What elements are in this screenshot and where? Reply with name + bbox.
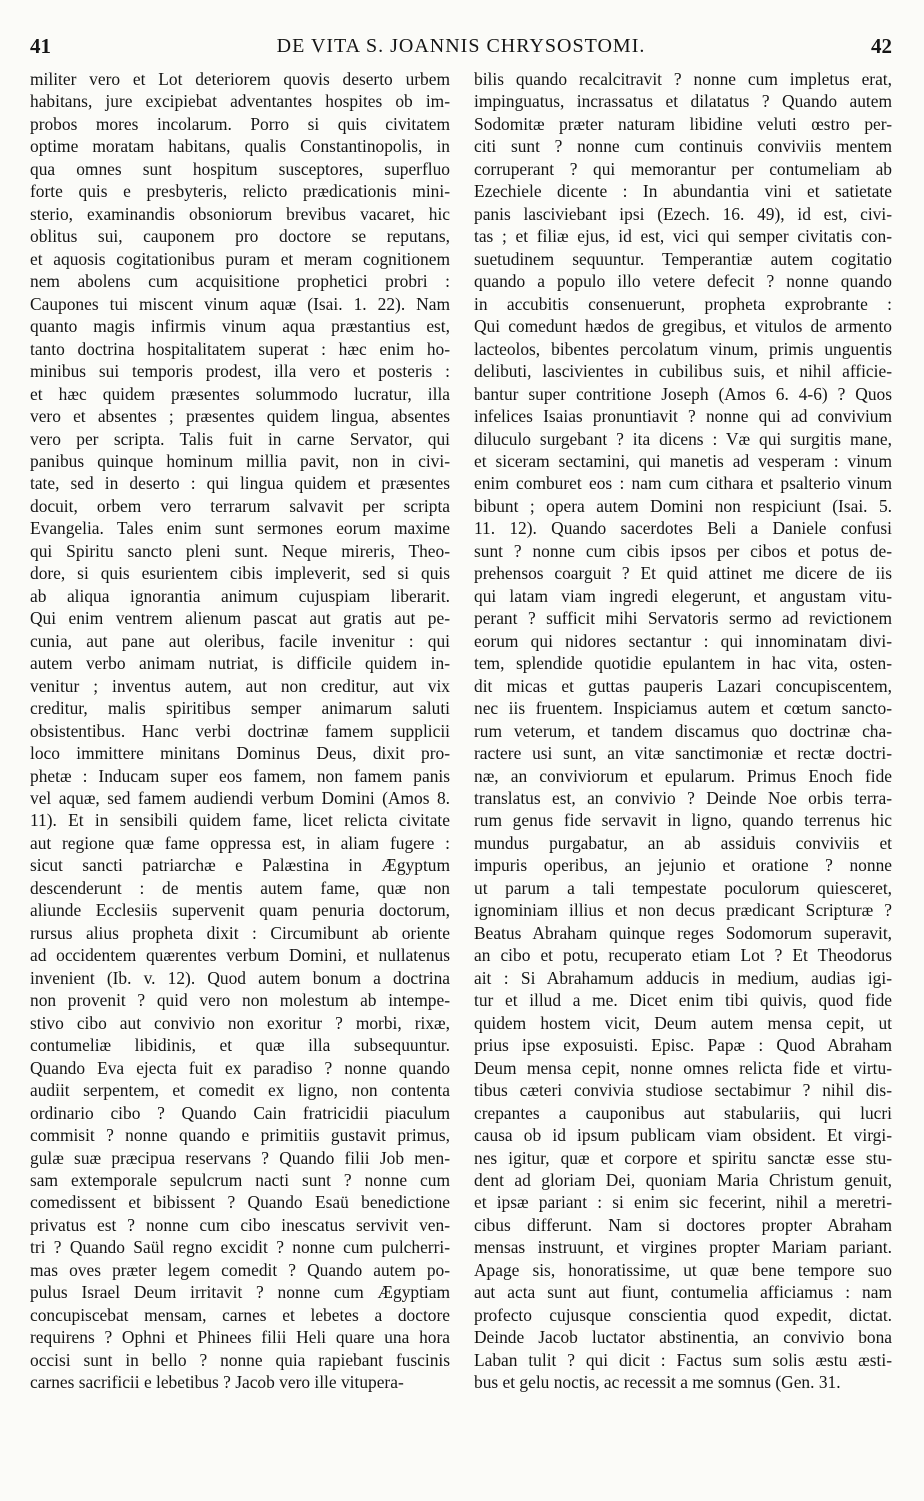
text-line: Quando Eva ejecta fuit ex paradiso ? nonne quando [30,1057,450,1078]
right-column [474,68,892,1488]
text-line: prehensos coarguit ? Et quid attinet me dicere de iis [474,563,892,584]
text-line: quando a populo illo vetere defecit ? nonne quando [474,271,892,292]
text-line: panis lasciviebant ipsi (Ezech. 16. 49), id est, civi- [474,203,892,224]
text-line: minibus sui temporis prodest, illa vero et posteris : [30,361,450,382]
text-line: 11. 12). Quando sacerdotes Beli a Daniele confusi [474,518,892,539]
text-line: et hæc quidem præsentes solummodo lucratur, illa [30,383,450,404]
text-line: autem verbo animam nutriat, is difficile quidem in- [30,653,450,674]
text-line: qui Spiritu sancto pleni sunt. Neque mireris, Theo- [30,540,450,561]
text-line: cunia, aut pane aut oleribus, facile invenitur : qui [30,630,450,651]
text-line: pulus Israel Deum irritavit ? nonne cum Ægyptiam [30,1282,450,1303]
text-line: Deinde Jacob luctator abstinentia, an convivio bona [474,1327,892,1348]
text-line: militer vero et Lot deteriorem quovis deserto urbem [30,69,450,89]
text-line: eorum qui nidores sectantur : qui innominatam divi- [474,630,892,651]
text-line: mensas instruunt, et virgines propter Mariam pariant. [474,1237,892,1258]
text-line: vero per scripta. Talis fuit in carne Servator, qui [30,428,450,449]
text-line: et aquosis cogitationibus puram et meram cognitionem [30,248,450,269]
text-line: concupiscebat mensam, carnes et lebetes a doctore [30,1304,450,1325]
text-line: ractere usi sunt, an vitæ sanctimoniæ et rectæ doctri- [474,743,892,764]
text-line: Qui enim ventrem alienum pascat aut gratis aut pe- [30,608,450,629]
text-line: ordinario cibo ? Quando Cain fratricidii piaculum [30,1102,450,1123]
text-line: ignominiam illius et non decus prædicant Scripturæ ? [474,900,892,921]
text-line: venitur ; inventus autem, aut non creditur, aut vix [30,675,450,696]
text-line: mas oves præter legem comedit ? Quando autem po- [30,1259,450,1280]
text-line: suetudinem sequuntur. Temperantiæ autem cogitatio [474,248,892,269]
text-line: næ, an conviviorum et epularum. Primus Enoch fide [474,765,892,786]
text-line: contumeliæ libidinis, et quæ illa subsequuntur. [30,1035,450,1056]
text-line: descenderunt : de mentis autem fame, quæ non [30,877,450,898]
page-number-left: 41 [30,34,51,58]
text-line: citi sunt ? nonne cum continuis conviviis mentem [474,136,892,157]
text-line: delibuti, lascivientes in cubilibus suis, et nihil afficie- [474,361,892,382]
text-line: vero et absentes ; præsentes quidem lingua, absentes [30,406,450,427]
text-line: corruperant ? qui memorantur per contumeliam ab [474,158,892,179]
text-line: crepantes a cauponibus aut stabulariis, qui lucri [474,1102,892,1123]
text-line: diluculo surgebant ? ita dicens : Væ qui surgitis mane, [474,428,892,449]
text-line: tas ; et filiæ ejus, id est, vici qui semper civitatis con- [474,226,892,247]
text-line: rum veterum, et tandem discamus quo doctrinæ cha- [474,720,892,741]
text-line: impinguatus, incrassatus et dilatatus ? Quando autem [474,91,892,112]
text-line: sterio, examinandis obsoniorum brevibus vacaret, hic [30,203,450,224]
text-line: 11). Et in sensibili quidem fame, licet relicta civitate [30,810,450,831]
text-line: qua omnes sunt hospitum susceptores, superfluo [30,158,450,179]
text-line: ut parum a tali tempestate poculorum quiesceret, [474,877,892,898]
text-line: Laban tulit ? qui dicit : Factus sum solis æstu æsti- [474,1349,892,1370]
text-line: privatus est ? nonne cum cibo inescatus servivit ven- [30,1214,450,1235]
text-line: in accubitis consenuerunt, propheta exprobrante : [474,293,892,314]
text-line: nec iis fruentem. Inspiciamus autem et cœtum sancto- [474,698,892,719]
text-line: tate, sed in deserto : qui lingua quidem et præsentes [30,473,450,494]
text-line: tibus cæteri convivia studiose sectabimur ? nihil dis- [474,1080,892,1101]
text-line: quidem hostem vicit, Deum autem mensa cepit, ut [474,1012,892,1033]
text-line: Sodomitæ præter naturam libidine veluti œstro per- [474,113,892,134]
text-line: dit micas et guttas pauperis Lazari concupiscentem, [474,675,892,696]
text-line: comedissent et bibissent ? Quando Esaü benedictione [30,1192,450,1213]
text-line: bantur super contritione Joseph (Amos 6. 4-6) ? Quos [474,383,892,404]
page-number-right: 42 [871,34,892,58]
text-line: oblitus sui, cauponem pro doctore se reputans, [30,226,450,247]
text-line: bus et gelu noctis, ac recessit a me somnus (Gen. 31. [474,1372,841,1393]
text-line: panibus quinque hominum millia pavit, non in civi- [30,450,450,471]
text-line: mundus purgabatur, an ab assiduis conviviis et [474,832,892,853]
text-line: vel aquæ, sed famem audiendi verbum Domini (Amos 8. [30,788,450,808]
text-line: translatus est, an convivio ? Deinde Noe orbis terra- [474,788,892,808]
running-title: DE VITA S. JOANNIS CHRYSOSTOMI. [276,35,646,57]
text-line: aliunde Ecclesiis supervenit quam penuria doctorum, [30,900,450,921]
text-line: Ezechiele dicente : In abundantia vini et satietate [474,181,892,202]
text-line: creditur, malis spiritibus semper animarum saluti [30,698,450,719]
text-line: optime moratam habitans, qualis Constantinopolis, in [30,136,450,157]
text-line: tem, splendide quotidie epulantem in hac vita, osten- [474,653,892,674]
text-line: Apage sis, honoratissime, ut quæ bene tempore suo [474,1259,892,1280]
text-line: Deum mensa cepit, nonne omnes relicta fide et virtu- [474,1057,892,1078]
left-column [30,68,450,1488]
text-line: enim comburet eos : nam cum cithara et psalterio vinum [474,473,892,494]
text-line: phetæ : Inducam super eos famem, non famem panis [30,765,450,786]
text-line: habitans, jure excipiebat adventantes hospites ob im- [30,91,450,112]
text-line: docuit, orbem vero terrarum salvavit per scripta [30,495,450,516]
text-line: nem abolens cum acquisitione prophetici probri : [30,271,450,292]
text-line: et siceram sectamini, qui manetis ad vesperam : vinum [474,450,892,471]
text-line: qui latam viam ingredi elegerunt, et angustam vitu- [474,585,892,606]
text-line: Beatus Abraham quinque reges Sodomorum superavit, [474,922,892,943]
text-line: requirens ? Ophni et Phinees filii Heli quare una hora [30,1327,450,1348]
text-line: sicut sancti patriarchæ e Palæstina in Ægyptum [30,855,450,876]
text-line: loco immittere minitans Dominus Deus, dixit pro- [30,743,450,764]
text-line: rum genus fide servavit in ligno, quando terrenus hic [474,810,892,831]
text-line: rursus alius propheta dixit : Circumibunt ab oriente [30,922,450,943]
text-line: profecto cujusque conscientia quod expedit, dictat. [474,1304,892,1325]
text-line: audiit serpentem, et comedit ex ligno, non contenta [30,1080,450,1101]
text-line: commisit ? nonne quando e primitiis gustavit primus, [30,1125,450,1146]
page-header [30,34,892,58]
text-line: impuris operibus, an jejunio et oratione ? nonne [474,855,892,876]
text-line: sunt ? nonne cum cibis ipsos per cibos et potus de- [474,540,892,561]
text-line: et ipsæ pariant : si enim sic fecerint, nihil a meretri- [474,1192,892,1213]
text-line: sam extemporale sepulcrum nacti sunt ? nonne cum [30,1169,450,1190]
text-line: carnes sacrificii e lebetibus ? Jacob vero ille vitupera- [30,1372,404,1393]
text-line: bibunt ; opera autem Domini non respiciunt (Isai. 5. [474,495,892,516]
text-line: stivo cibo aut convivio non exoritur ? morbi, rixæ, [30,1012,450,1033]
text-line: ab aliqua ignorantia animum cujuspiam liberarit. [30,585,450,606]
text-line: aut regione quæ fame oppressa est, in aliam fugere : [30,832,450,853]
text-line: invenient (Ib. v. 12). Quod autem bonum a doctrina [30,967,450,988]
text-line: gulæ suæ præcipua reservans ? Quando filii Job men- [30,1147,450,1168]
text-line: Evangelia. Tales enim sunt sermones eorum maxime [30,518,450,539]
text-line: causa ob id ipsum publicam viam obsident. Et virgi- [474,1125,892,1146]
text-line: infelices Isaias pronuntiavit ? nonne qui ad convivium [474,406,892,427]
text-line: Caupones tui miscent vinum aquæ (Isai. 1. 22). Nam [30,293,450,314]
text-line: obsistentibus. Hanc verbi doctrinæ famem supplicii [30,720,450,741]
text-line: bilis quando recalcitravit ? nonne cum impletus erat, [474,69,892,89]
text-line: nes igitur, quæ et corpore et spiritu sanctæ esse stu- [474,1147,892,1168]
text-line: non provenit ? quid vero non molestum ab intempe- [30,990,450,1011]
text-line: dore, si quis esurientem cibis impleverit, sed si quis [30,563,450,584]
text-line: Qui comedunt hædos de gregibus, et vitulos de armento [474,316,892,337]
text-line: occisi sunt in bello ? nonne quia rapiebant fuscinis [30,1349,450,1370]
text-line: forte quis e presbyteris, relicto prædicationis mini- [30,181,450,202]
text-line: an cibo et potu, recuperato etiam Lot ? Et Theodorus [474,945,892,966]
text-line: prius ipse exposuisti. Episc. Papæ : Quod Abraham [474,1035,892,1056]
text-line: probos mores incolarum. Porro si quis civitatem [30,113,450,134]
text-line: perant ? sufficit mihi Servatoris sermo ad revictionem [474,608,892,629]
text-line: tanto doctrina hospitalitatem superat : hæc enim ho- [30,338,450,359]
text-line: tri ? Quando Saül regno excidit ? nonne cum pulcherri- [30,1237,450,1258]
text-line: dent ad gloriam Dei, quoniam Maria Christum genuit, [474,1169,892,1190]
text-line: tur et illud a me. Dicet enim tibi quivis, quod fide [474,990,892,1011]
text-line: lacteolos, bibentes percolatum vinum, primis unguentis [474,338,892,359]
text-line: ait : Si Abrahamum adducis in medium, audias igi- [474,967,892,988]
text-line: quanto magis infirmis vinum aqua præstantius est, [30,316,450,337]
text-line: cibus differunt. Nam si doctores propter Abraham [474,1214,892,1235]
text-line: ad occidentem quærentes verbum Domini, et nullatenus [30,945,450,966]
text-line: aut acta sunt aut fiunt, contumelia afficiamus : nam [474,1282,892,1303]
